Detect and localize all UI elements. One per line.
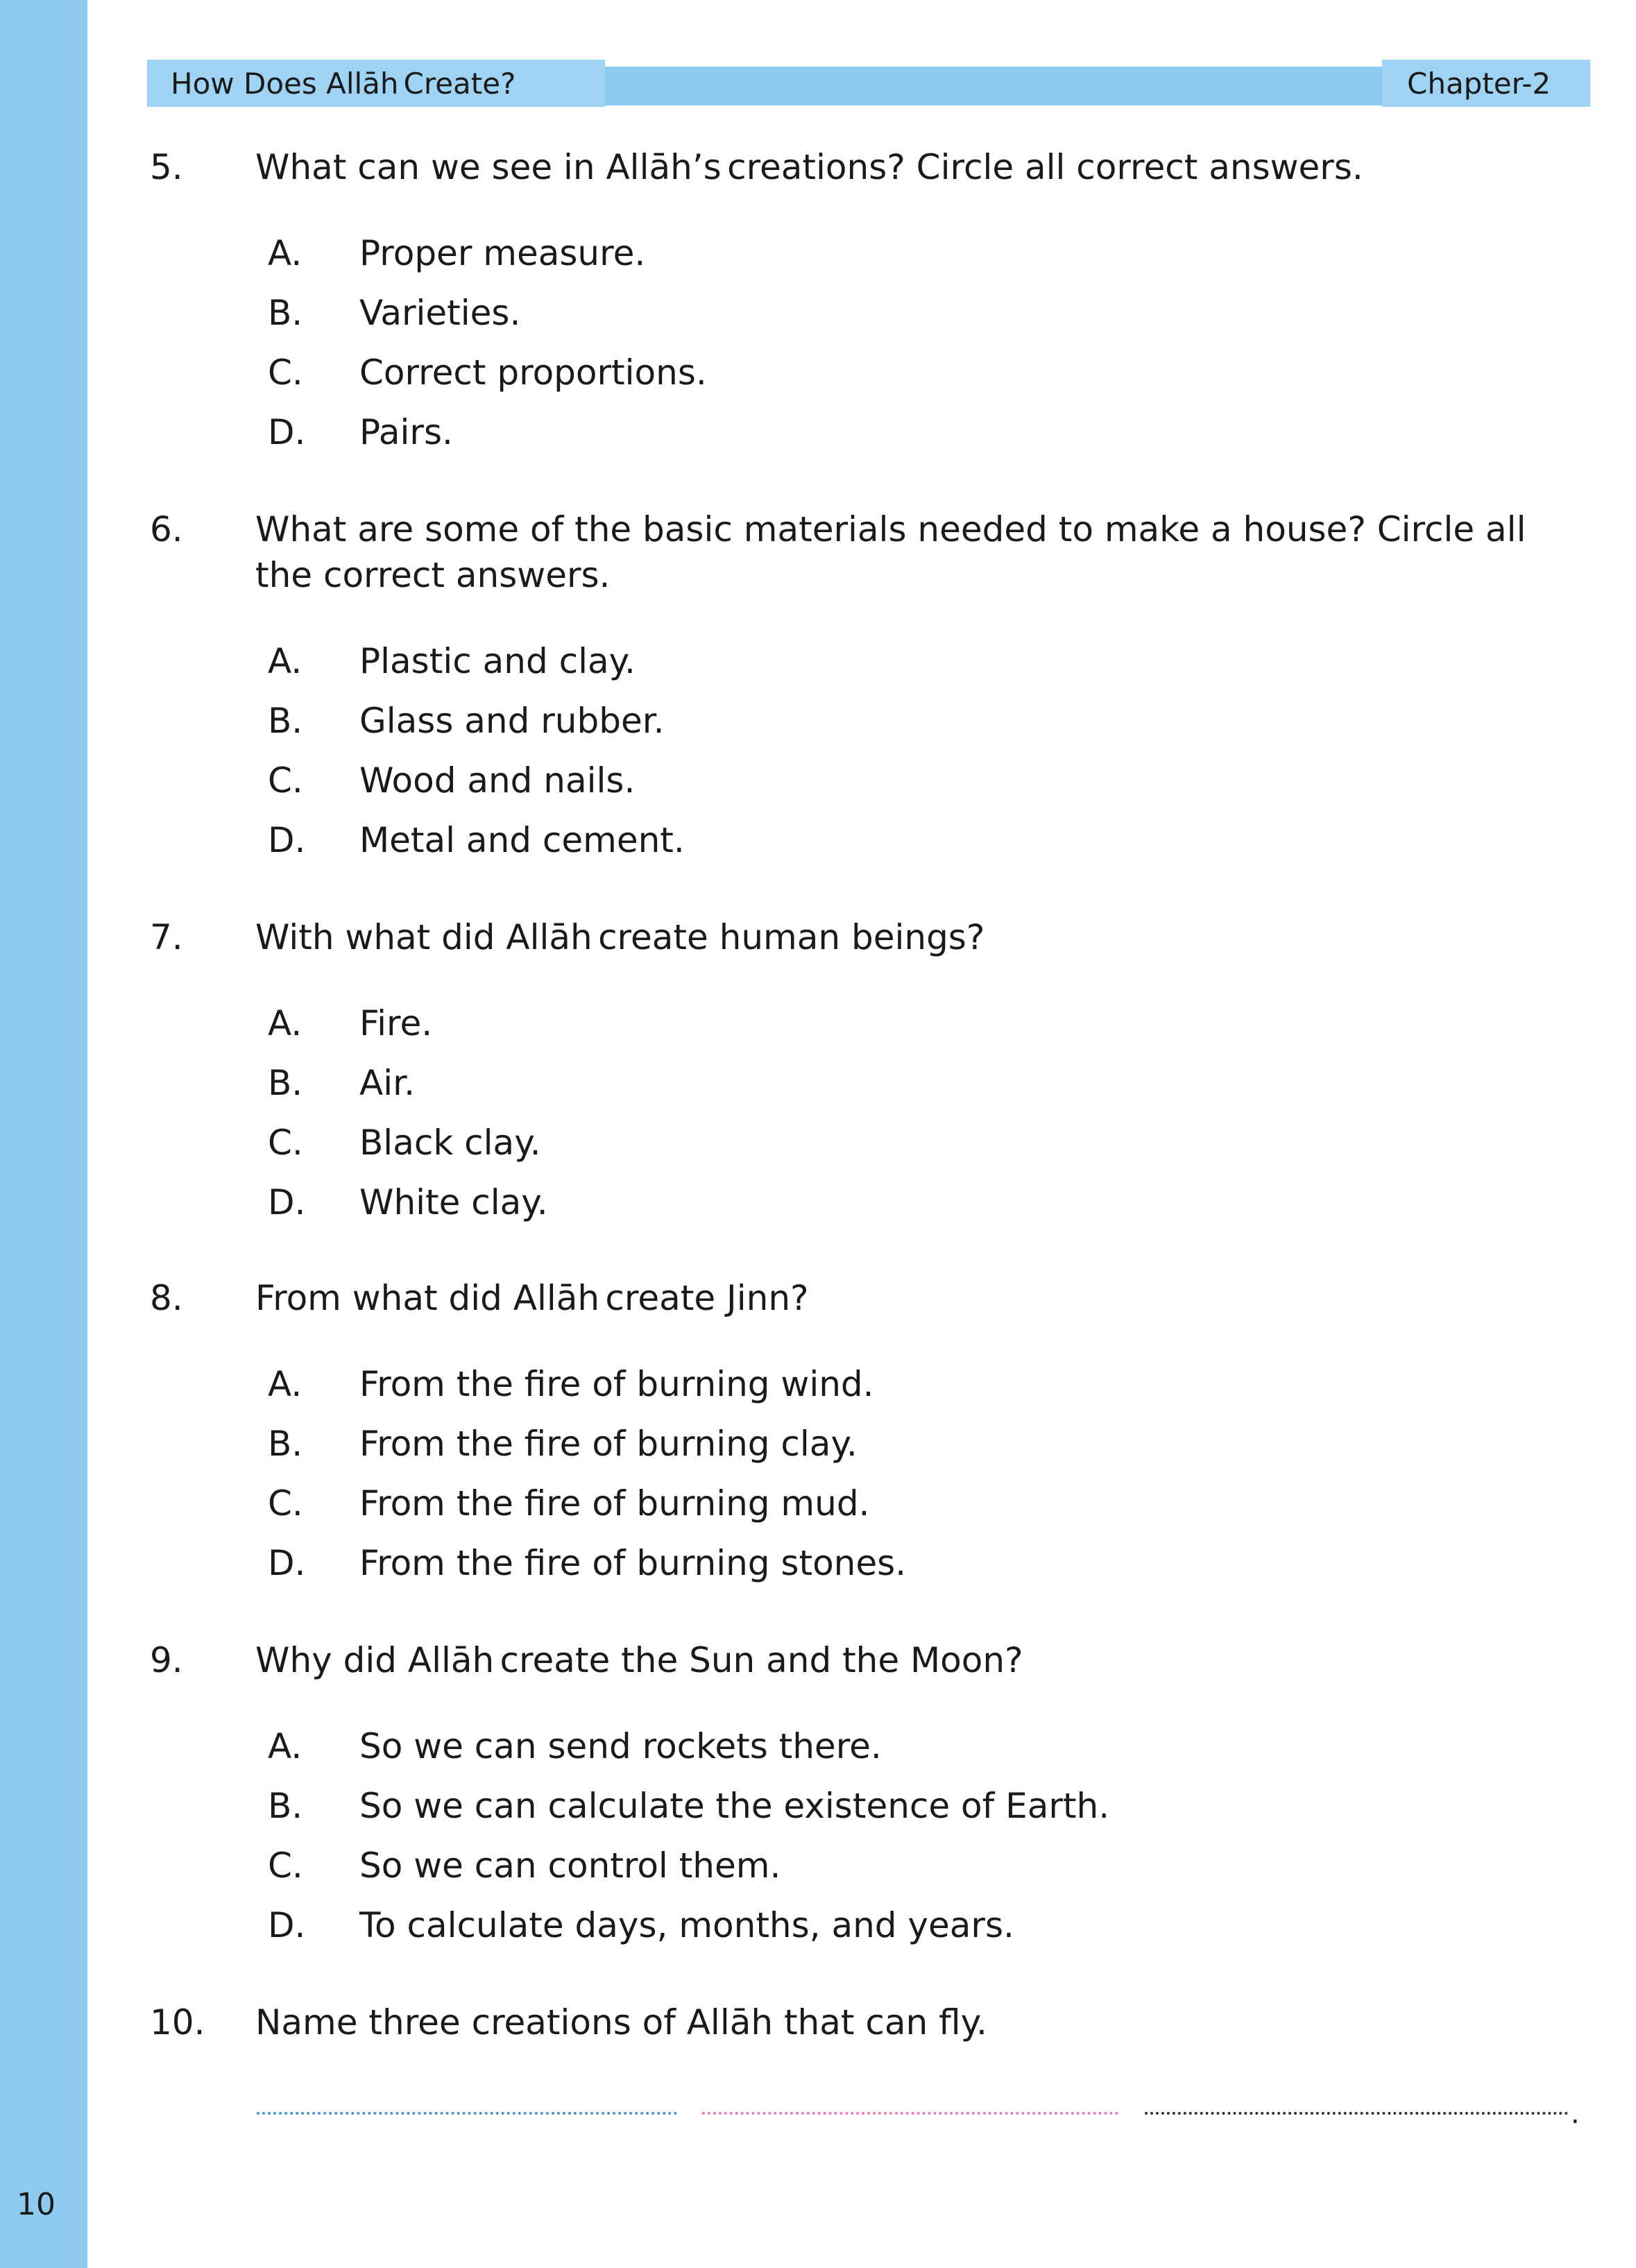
option-text[interactable]: Correct proportions. — [359, 352, 707, 393]
header-chapter-label: Chapter-2 — [1407, 67, 1551, 101]
option-text[interactable]: To calculate days, months, and years. — [359, 1905, 1014, 1945]
option-letter[interactable]: D. — [268, 1543, 306, 1583]
question-number: 6. — [150, 509, 183, 549]
option-text[interactable]: Varieties. — [359, 293, 521, 333]
option-text[interactable]: Glass and rubber. — [359, 701, 665, 741]
option-letter[interactable]: D. — [268, 820, 306, 860]
option-letter[interactable]: B. — [268, 701, 303, 741]
option-text[interactable]: Air. — [359, 1063, 415, 1103]
question-number: 10. — [150, 2002, 205, 2043]
question-text: What are some of the basic materials needed to make a house? Circle all the correct answers. — [255, 509, 1526, 595]
option-text[interactable]: From the fire of burning stones. — [359, 1543, 907, 1583]
option-letter[interactable]: B. — [268, 293, 303, 333]
question-text: With what did Allāh create human beings? — [255, 917, 985, 957]
question-number: 8. — [150, 1278, 183, 1318]
answer-line-1[interactable] — [257, 2112, 677, 2115]
option-letter[interactable]: A. — [268, 641, 303, 681]
question-text: What can we see in Allāh’s creations? Circle all correct answers. — [255, 147, 1363, 187]
option-letter[interactable]: B. — [268, 1786, 303, 1826]
option-letter[interactable]: A. — [268, 1364, 303, 1404]
option-text[interactable]: Plastic and clay. — [359, 641, 636, 681]
question-text: From what did Allāh create Jinn? — [255, 1278, 809, 1318]
question-number: 9. — [150, 1640, 183, 1680]
option-text[interactable]: White clay. — [359, 1182, 548, 1222]
header-title: How Does Allāh Create? — [171, 67, 516, 101]
option-letter[interactable]: C. — [268, 352, 303, 393]
option-letter[interactable]: C. — [268, 1845, 303, 1886]
option-letter[interactable]: D. — [268, 1182, 306, 1222]
option-text[interactable]: Pairs. — [359, 412, 453, 452]
option-letter[interactable]: B. — [268, 1424, 303, 1464]
option-text[interactable]: Proper measure. — [359, 233, 646, 273]
option-text[interactable]: Black clay. — [359, 1123, 541, 1163]
question-text: Name three creations of Allāh that can fly. — [255, 2002, 987, 2043]
option-letter[interactable]: C. — [268, 1483, 303, 1524]
option-letter[interactable]: A. — [268, 1003, 303, 1043]
option-letter[interactable]: B. — [268, 1063, 303, 1103]
option-letter[interactable]: C. — [268, 760, 303, 801]
answer-line-3[interactable] — [1145, 2112, 1568, 2115]
option-text[interactable]: Fire. — [359, 1003, 433, 1043]
line-end-dot: . — [1571, 2098, 1580, 2130]
option-letter[interactable]: A. — [268, 233, 303, 273]
option-text[interactable]: From the fire of burning clay. — [359, 1424, 858, 1464]
option-text[interactable]: From the fire of burning wind. — [359, 1364, 874, 1404]
page-number: 10 — [17, 2187, 56, 2222]
option-letter[interactable]: A. — [268, 1726, 303, 1766]
option-text[interactable]: Metal and cement. — [359, 820, 685, 860]
option-text[interactable]: From the fire of burning mud. — [359, 1483, 870, 1524]
question-number: 5. — [150, 147, 183, 187]
option-letter[interactable]: C. — [268, 1123, 303, 1163]
option-text[interactable]: Wood and nails. — [359, 760, 636, 801]
option-letter[interactable]: D. — [268, 1905, 306, 1945]
option-text[interactable]: So we can send rockets there. — [359, 1726, 882, 1766]
answer-line-2[interactable] — [702, 2112, 1118, 2115]
option-text[interactable]: So we can control them. — [359, 1845, 781, 1886]
option-letter[interactable]: D. — [268, 412, 306, 452]
question-number: 7. — [150, 917, 183, 957]
question-text: Why did Allāh create the Sun and the Moon? — [255, 1640, 1023, 1680]
option-text[interactable]: So we can calculate the existence of Earth. — [359, 1786, 1110, 1826]
